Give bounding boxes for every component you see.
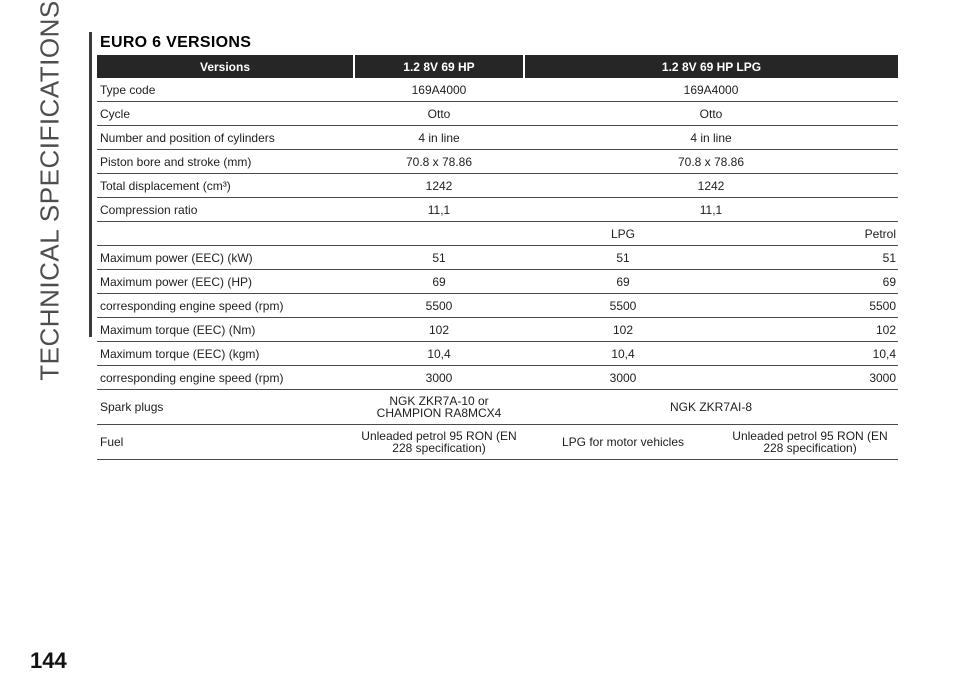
cell-lpg: 102 [524, 318, 722, 342]
row-label: Maximum torque (EEC) (Nm) [97, 318, 354, 342]
cell-line: CHAMPION RA8MCX4 [376, 406, 502, 420]
cell-69hp-lpg: Otto [524, 102, 898, 126]
row-label: Maximum power (EEC) (kW) [97, 246, 354, 270]
cell-line: Unleaded petrol 95 RON (EN [361, 429, 517, 443]
cell-69hp: 169A4000 [354, 78, 524, 102]
table-row [97, 174, 898, 198]
row-label: Maximum torque (EEC) (kgm) [97, 342, 354, 366]
row-label: Compression ratio [97, 198, 354, 222]
row-label [97, 222, 354, 246]
cell-69hp: 1242 [354, 174, 524, 198]
row-label: Number and position of cylinders [97, 126, 354, 150]
cell-line: NGK ZKR7A-10 or [389, 394, 489, 408]
row-label: Cycle [97, 102, 354, 126]
cell-lpg: 69 [524, 270, 722, 294]
cell-69hp-lpg: 11,1 [524, 198, 898, 222]
cell-petrol: 69 [722, 270, 898, 294]
cell-69hp-lpg: 70.8 x 78.86 [524, 150, 898, 174]
cell-petrol: 5500 [722, 294, 898, 318]
cell-lpg: LPG for motor vehicles [524, 425, 722, 460]
header-69hp-lpg: 1.2 8V 69 HP LPG [524, 55, 898, 78]
table-row [97, 294, 898, 318]
row-label: Piston bore and stroke (mm) [97, 150, 354, 174]
table-row [97, 102, 898, 126]
table-row [97, 78, 898, 102]
cell-lpg: 3000 [524, 366, 722, 390]
spec-table [97, 55, 898, 460]
cell-69hp-lpg: 1242 [524, 174, 898, 198]
cell-petrol: 10,4 [722, 342, 898, 366]
row-label: corresponding engine speed (rpm) [97, 366, 354, 390]
cell-69hp-lpg: 169A4000 [524, 78, 898, 102]
row-label: corresponding engine speed (rpm) [97, 294, 354, 318]
section-title: EURO 6 VERSIONS [100, 34, 252, 51]
cell-petrol: 102 [722, 318, 898, 342]
row-label: Fuel [97, 425, 354, 460]
cell-69hp [354, 390, 524, 425]
cell-69hp [354, 222, 524, 246]
table-row [97, 390, 898, 425]
cell-69hp: 3000 [354, 366, 524, 390]
cell-line: 228 specification) [763, 441, 857, 455]
header-versions: Versions [97, 55, 354, 78]
cell-lpg: 51 [524, 246, 722, 270]
row-label: Maximum power (EEC) (HP) [97, 270, 354, 294]
cell-petrol: 51 [722, 246, 898, 270]
table-header-row [97, 55, 898, 78]
table-row [97, 366, 898, 390]
cell-69hp: 5500 [354, 294, 524, 318]
cell-petrol [722, 425, 898, 460]
cell-69hp: 102 [354, 318, 524, 342]
cell-lpg: 10,4 [524, 342, 722, 366]
row-label: Spark plugs [97, 390, 354, 425]
cell-petrol-mode: Petrol [722, 222, 898, 246]
table-row [97, 246, 898, 270]
cell-69hp: 70.8 x 78.86 [354, 150, 524, 174]
table-row [97, 270, 898, 294]
cell-69hp: 69 [354, 270, 524, 294]
row-label: Type code [97, 78, 354, 102]
side-section-title [20, 0, 80, 381]
row-label: Total displacement (cm³) [97, 174, 354, 198]
table-row [97, 425, 898, 460]
side-divider [89, 32, 92, 337]
table-row-fuel-modes [97, 222, 898, 246]
cell-69hp: 10,4 [354, 342, 524, 366]
cell-69hp: 51 [354, 246, 524, 270]
cell-69hp: 4 in line [354, 126, 524, 150]
cell-petrol: 3000 [722, 366, 898, 390]
cell-69hp-lpg: 4 in line [524, 126, 898, 150]
table-row [97, 150, 898, 174]
table-row [97, 126, 898, 150]
table-row [97, 342, 898, 366]
side-section-title-text: TECHNICAL SPECIFICATIONS [34, 0, 65, 381]
cell-line: Unleaded petrol 95 RON (EN [732, 429, 888, 443]
cell-line: 228 specification) [392, 441, 486, 455]
cell-69hp [354, 425, 524, 460]
cell-lpg-mode: LPG [524, 222, 722, 246]
page-number: 144 [30, 648, 67, 673]
cell-69hp: Otto [354, 102, 524, 126]
table-row [97, 198, 898, 222]
cell-69hp: 11,1 [354, 198, 524, 222]
table-row [97, 318, 898, 342]
cell-69hp-lpg: NGK ZKR7AI-8 [524, 390, 898, 425]
header-69hp: 1.2 8V 69 HP [354, 55, 524, 78]
cell-lpg: 5500 [524, 294, 722, 318]
